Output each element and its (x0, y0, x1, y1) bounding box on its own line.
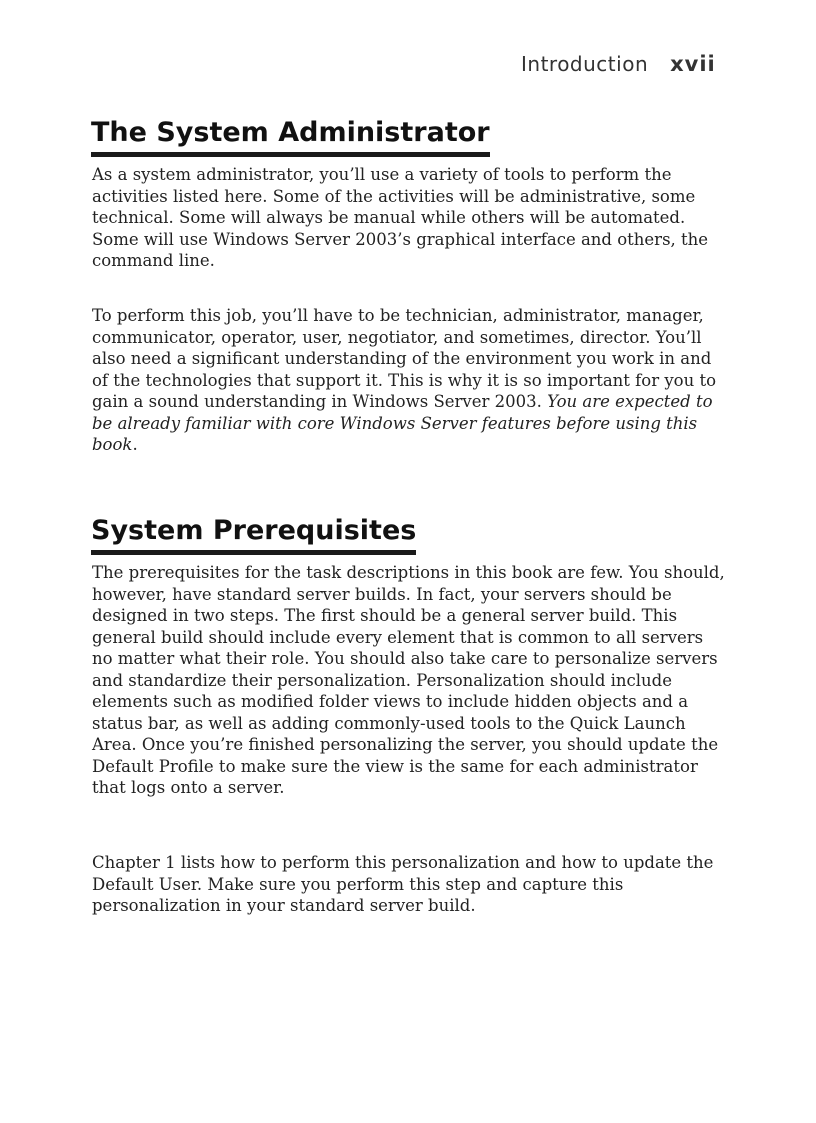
section-heading-system-prerequisites: System Prerequisites (91, 515, 416, 555)
paragraph-tail: . (132, 435, 138, 454)
running-header-section: Introduction (521, 52, 649, 76)
paragraph-with-emphasis (92, 305, 727, 456)
page-number: xvii (670, 52, 716, 76)
paragraph: The prerequisites for the task descriptions in this book are few. You should, however, have standard server builds. In fact, your servers should be designed in two steps. The first should be a general server build. This general build should include every element that is common to all servers no matter what their role. You should also take care to personalize servers and standardize their personalization. Personalization should include elements such as modified folder views to include hidden objects and a status bar, as well as adding commonly-used tools to the Quick Launch Area. Once you’re finished personalizing the server, you should update the Default Profile to make sure the view is the same for each administrator that logs onto a server. (92, 563, 725, 797)
paragraph-text: To perform this job, you’ll have to be technician, administrator, manager, communicator, operator, user, negotiator, and sometimes, director. You’ll also need a significant understanding of the environment you work in and of the technologies that support it. This is why it is so important for you to gain a sound understanding in Windows Server 2003. (92, 306, 717, 411)
running-header (521, 52, 716, 76)
section-heading-system-administrator: The System Administrator (91, 117, 490, 157)
emphasized-text: You are expected to be already familiar with core Windows Server features before using this book (92, 392, 713, 454)
paragraph: As a system administrator, you’ll use a variety of tools to perform the activities listed here. Some of the activities will be administrative, some technical. Some will always be manual while others will be automated. Some will use Windows Server 2003’s graphical interface and others, the command line. (92, 165, 709, 270)
paragraph: Chapter 1 lists how to perform this personalization and how to update the Default User. Make sure you perform this step and capture this personalization in your standard server build. (92, 853, 714, 915)
